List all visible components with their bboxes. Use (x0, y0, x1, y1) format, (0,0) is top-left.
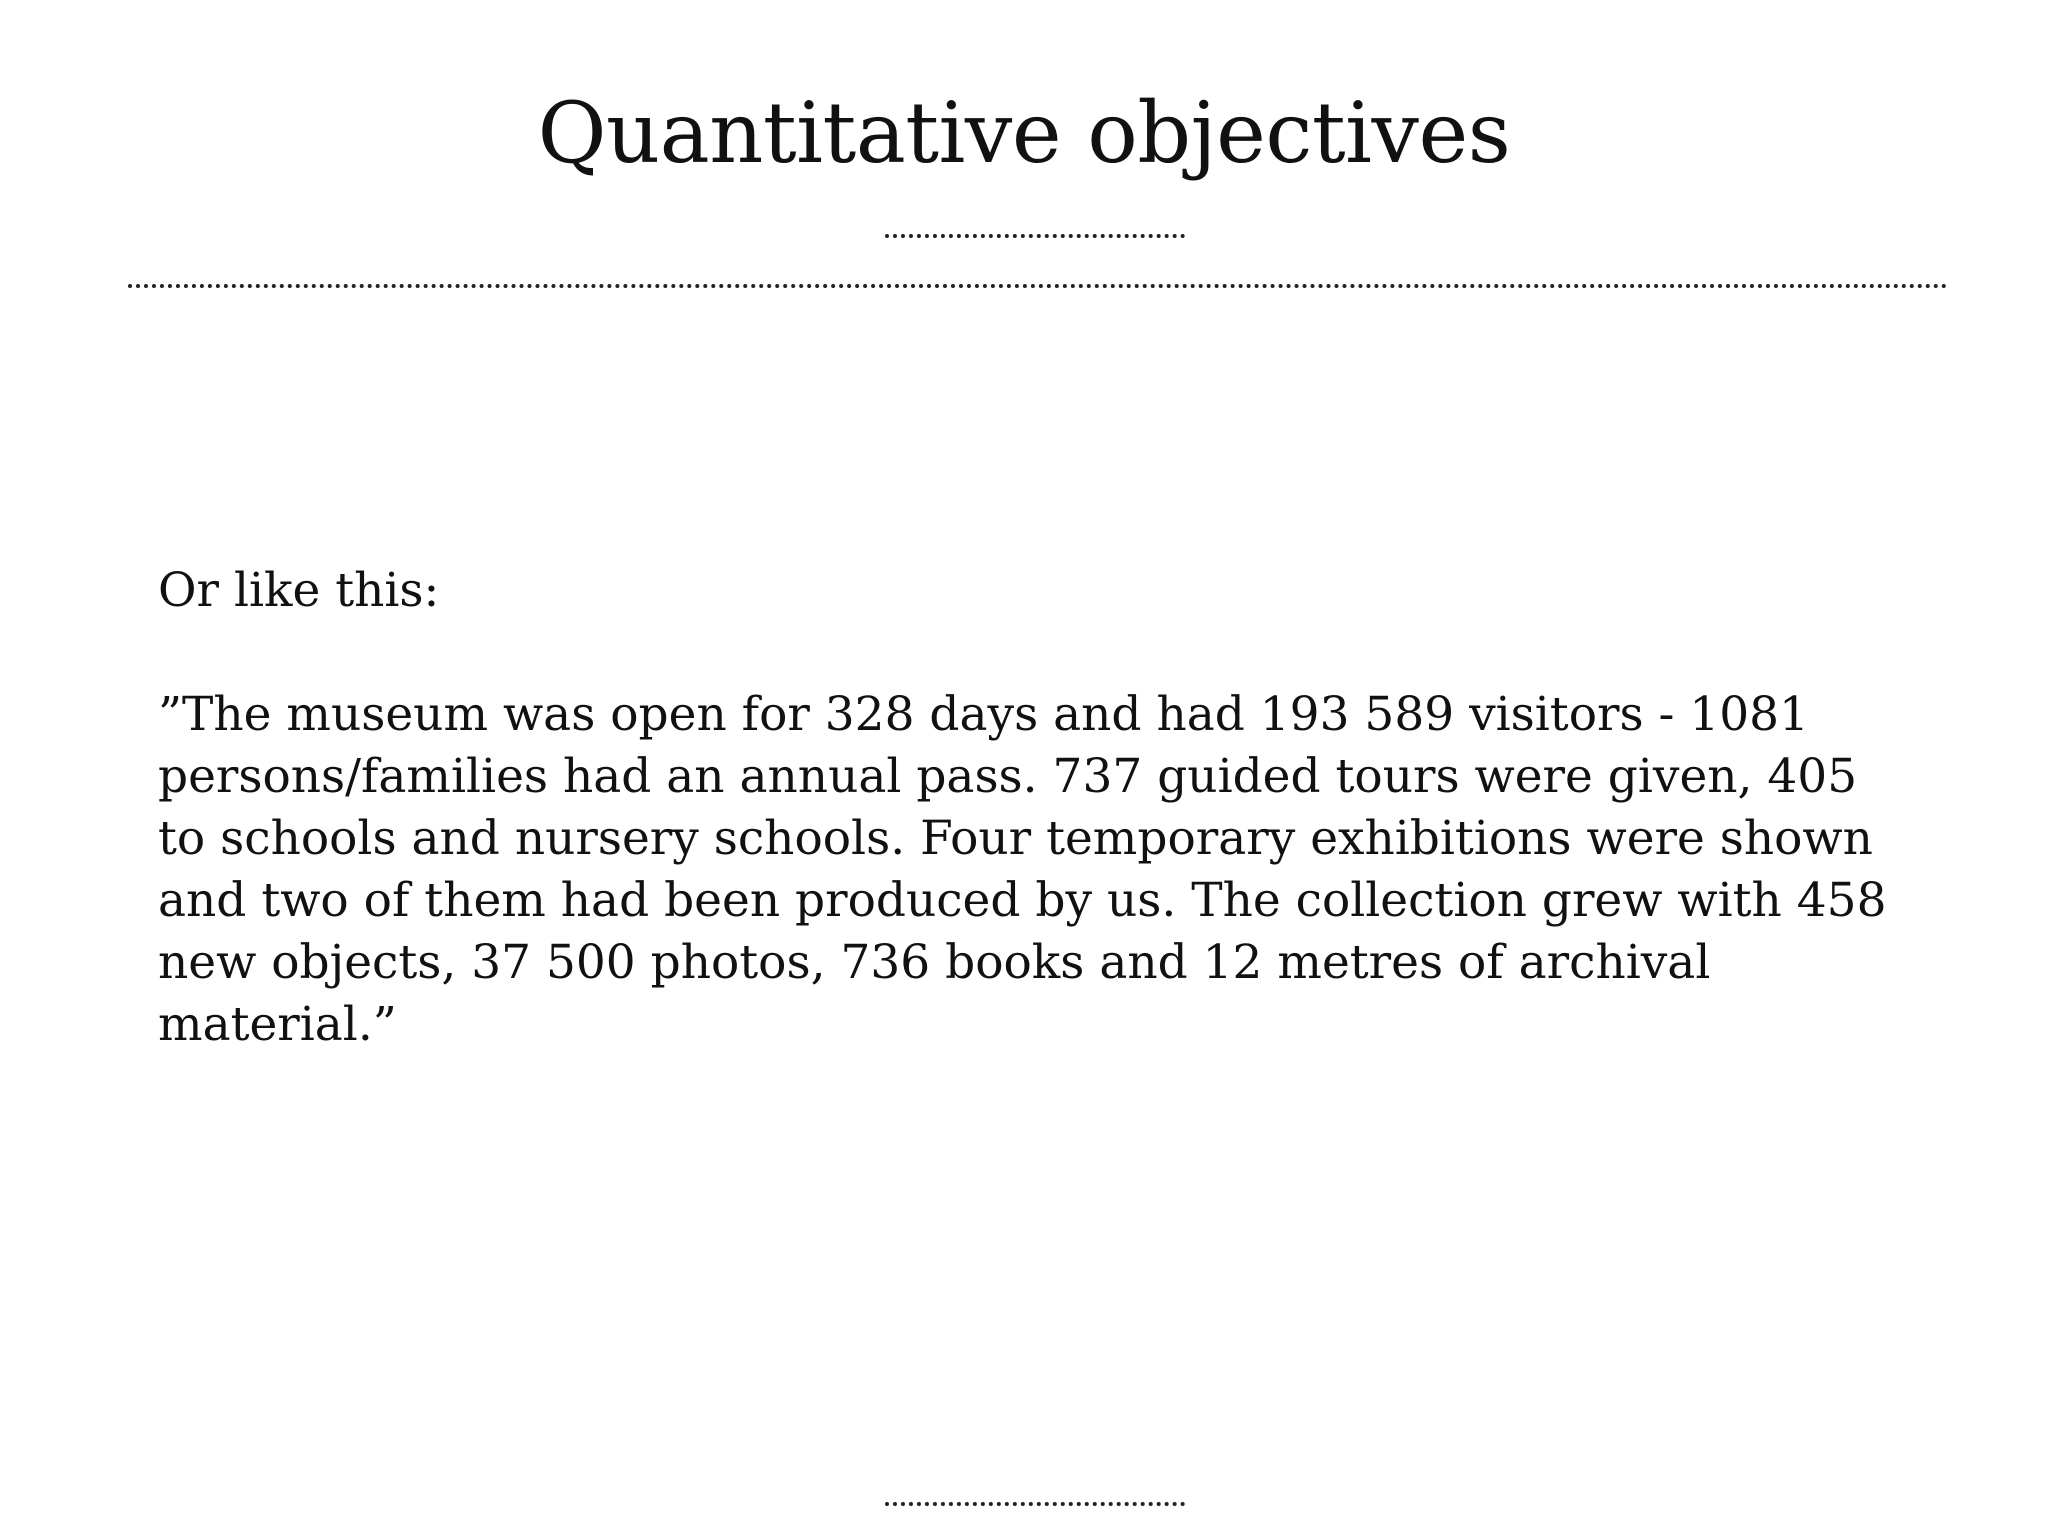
quote-paragraph: ”The museum was open for 328 days and had 193 589 visitors - 1081 persons/families had an annual pass. 737 guided tours were given, 405 to schools and nursery schools. Four temporary exhibitions were shown and two of them had been produced by us. The collection grew with 458 new objects, 37 500 photos, 736 books and 12 metres of archival material.” (158, 687, 1887, 1052)
title-dotted-divider (885, 234, 1185, 238)
intro-text: Or like this: (158, 563, 440, 618)
footer-dotted-divider (885, 1502, 1185, 1506)
header-dotted-rule (128, 284, 1948, 288)
slide-title: Quantitative objectives (537, 84, 1511, 182)
